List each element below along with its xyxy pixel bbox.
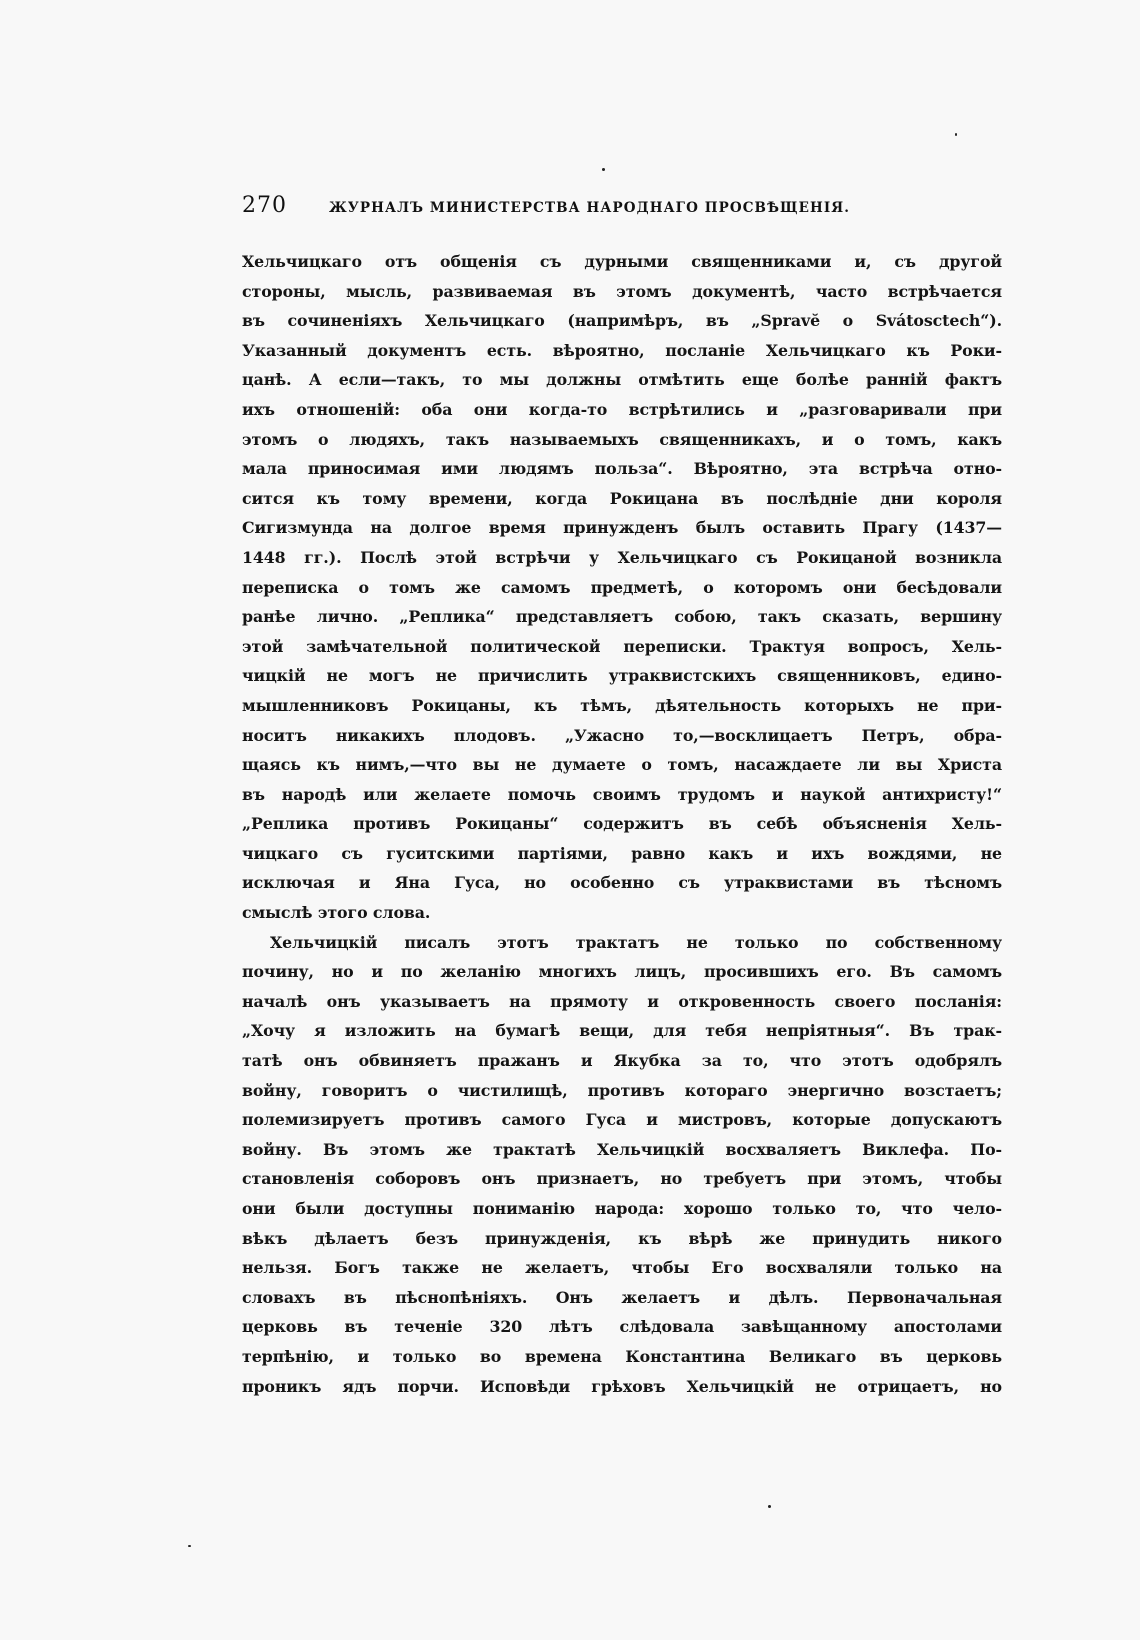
- text-line: Сигизмунда на долгое время принужденъ былъ оставить Прагу (1437—: [242, 518, 1002, 538]
- text-line: почину, но и по желанію многихъ лицъ, просившихъ его. Въ самомъ: [242, 962, 1002, 982]
- text-line: цанѣ. А если—такъ, то мы должны отмѣтить еще болѣе ранній фактъ: [242, 370, 1002, 390]
- text-line: „Реплика противъ Рокицаны“ содержитъ въ себѣ объясненія Хель-: [242, 814, 1002, 834]
- text-line: войну, говоритъ о чистилищѣ, противъ котораго энергично возстаетъ;: [242, 1080, 1002, 1100]
- text-line: проникъ ядъ порчи. Исповѣди грѣховъ Хельчицкій не отрицаетъ, но: [242, 1376, 1002, 1396]
- text-line: они были доступны пониманію народа: хорошо только то, что чело-: [242, 1199, 1002, 1218]
- text-line: церковь въ теченіе 320 лѣтъ слѣдовала завѣщанному апостолами: [242, 1317, 1002, 1337]
- text-line: полемизируетъ противъ самого Гуса и мистровъ, которые допускаютъ: [242, 1110, 1002, 1130]
- text-line: становленія соборовъ онъ признаетъ, но требуетъ при этомъ, чтобы: [242, 1169, 1002, 1189]
- paragraph-1: [242, 247, 1002, 928]
- text-line: чицкій не могъ не причислить утраквистскихъ священниковъ, едино-: [242, 666, 1002, 686]
- text-line: Хельчицкаго отъ общенія съ дурными священниками и, съ другой: [242, 252, 1002, 271]
- text-line: чицкаго съ гуситскими партіями, равно какъ и ихъ вождями, не: [242, 843, 1002, 863]
- text-line: въ народѣ или желаете помочь своимъ трудомъ и наукой антихристу!“: [242, 784, 1002, 804]
- text-line: мышленниковъ Рокицаны, къ тѣмъ, дѣятельность которыхъ не при-: [242, 695, 1002, 715]
- text-line: татѣ онъ обвиняетъ пражанъ и Якубка за то, что этотъ одобрялъ: [242, 1051, 1002, 1071]
- running-title: ЖУРНАЛЪ МИНИСТЕРСТВА НАРОДНАГО ПРОСВѢЩЕНІЯ.: [329, 200, 851, 216]
- scan-speck: [955, 133, 957, 136]
- text-line: вѣкъ дѣлаетъ безъ принужденія, къ вѣрѣ же принудить никого: [242, 1228, 1002, 1248]
- scan-speck: [602, 168, 605, 171]
- text-line: мала приносимая ими людямъ польза“. Вѣроятно, эта встрѣча отно-: [242, 459, 1002, 479]
- text-line: словахъ въ пѣснопѣніяхъ. Онъ желаетъ и дѣлъ. Первоначальная: [242, 1287, 1002, 1307]
- text-line: этой замѣчательной политической переписки. Трактуя вопросъ, Хель-: [242, 636, 1002, 656]
- text-line: началѣ онъ указываетъ на прямоту и откровенность своего посланія:: [242, 991, 1002, 1011]
- scan-speck: [188, 1545, 191, 1547]
- text-line: переписка о томъ же самомъ предметѣ, о которомъ они бесѣдовали: [242, 577, 1002, 597]
- text-line: „Хочу я изложить на бумагѣ вещи, для тебя непріятныя“. Въ трак-: [242, 1021, 1002, 1041]
- text-line: смыслѣ этого слова.: [242, 903, 431, 923]
- text-line: войну. Въ этомъ же трактатѣ Хельчицкій восхваляетъ Виклефа. По-: [242, 1139, 1002, 1159]
- text-line: Хельчицкій писалъ этотъ трактатъ не только по собственному: [270, 932, 1002, 952]
- scan-speck: [768, 1505, 771, 1508]
- text-line: 1448 гг.). Послѣ этой встрѣчи у Хельчицкаго съ Рокицаной возникла: [242, 547, 1002, 567]
- page-body: [242, 247, 1002, 1401]
- text-line: Указанный документъ есть. вѣроятно, посланіе Хельчицкаго къ Роки-: [242, 340, 1002, 360]
- text-line: носитъ никакихъ плодовъ. „Ужасно то,—восклицаетъ Петръ, обра-: [242, 725, 1002, 745]
- page-header: [242, 193, 1002, 227]
- text-line: сится къ тому времени, когда Рокицана въ послѣдніе дни короля: [242, 488, 1002, 508]
- text-line: исключая и Яна Гуса, но особенно съ утраквистами въ тѣсномъ: [242, 873, 1002, 893]
- text-line: стороны, мысль, развиваемая въ этомъ документѣ, часто встрѣчается: [242, 281, 1002, 301]
- text-line: щаясь къ нимъ,—что вы не думаете о томъ, насаждаете ли вы Христа: [242, 755, 1002, 775]
- text-line: ранѣе лично. „Реплика“ представляетъ собою, такъ сказать, вершину: [242, 607, 1002, 627]
- text-line: терпѣнію, и только во времена Константина Великаго въ церковь: [242, 1346, 1002, 1366]
- text-line: этомъ о людяхъ, такъ называемыхъ священникахъ, и о томъ, какъ: [242, 429, 1002, 449]
- text-line: ихъ отношеній: оба они когда-то встрѣтились и „разговаривали при: [242, 399, 1002, 419]
- paragraph-2: [242, 928, 1002, 1402]
- text-line: нельзя. Богъ также не желаетъ, чтобы Его восхваляли только на: [242, 1258, 1002, 1278]
- text-line: въ сочиненіяхъ Хельчицкаго (напримѣръ, въ „Sprаvĕ o Svátoscteсh“).: [242, 311, 1002, 331]
- page-number: 270: [242, 193, 287, 218]
